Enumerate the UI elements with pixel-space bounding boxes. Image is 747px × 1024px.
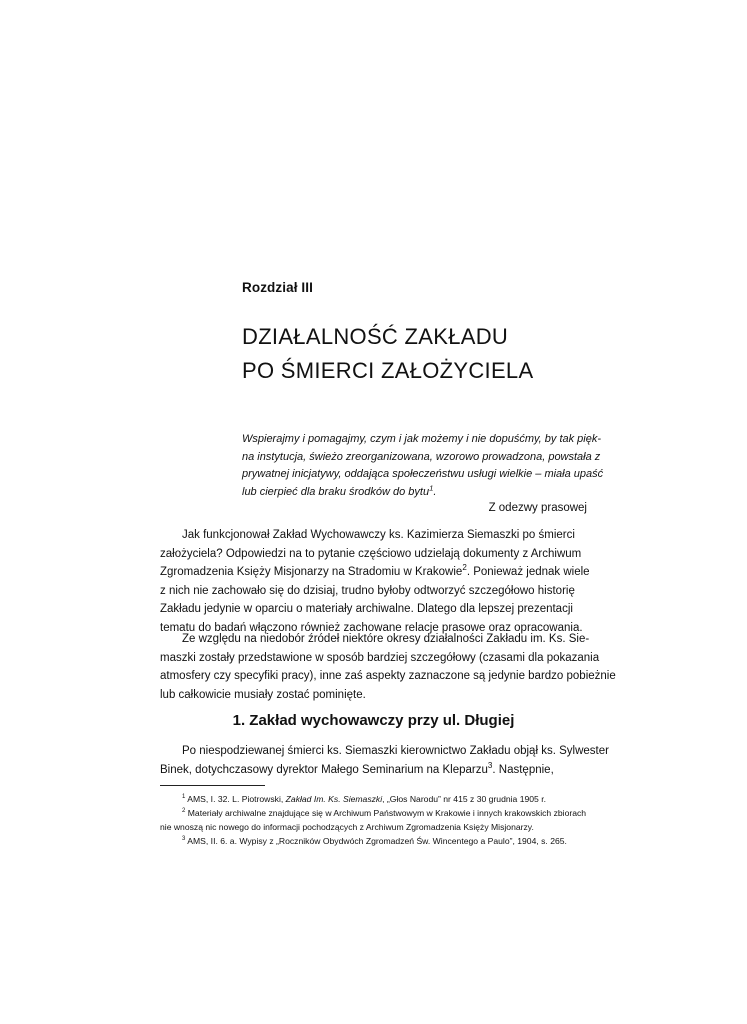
paragraph-3: [160, 742, 609, 779]
footnote-ref-2[interactable]: 2: [462, 563, 467, 573]
paragraph-line: Zakładu jedynie w oparciu o materiały archiwalne. Dlatego dla lepszej prezentacji: [160, 603, 573, 616]
paragraph-2: [160, 630, 616, 704]
footnote-text: , „Głos Narodu” nr 415 z 30 grudnia 1905 r.: [382, 794, 546, 804]
footnote-2-continued: nie wnoszą nic nowego do informacji pochodzących z Archiwum Zgromadzenia Księży Misjonarzy.: [160, 822, 534, 832]
paragraph-line-tail: . Następnie,: [492, 763, 554, 776]
paragraph-line: atmosfery czy specyfiki pracy), inne zaś aspekty zaznaczone są jedynie bardzo pobieżnie: [160, 670, 616, 683]
chapter-title-line-1: DZIAŁALNOŚĆ ZAKŁADU: [242, 324, 509, 349]
epigraph-line: na instytucja, świeżo zreorganizowana, wzorowo prowadzona, powstała z: [242, 450, 601, 463]
paragraph-line: maszki zostały przedstawione w sposób bardziej szczegółowy (czasami dla pokazania: [160, 651, 600, 664]
footnote-italic-title: Zakład Im. Ks. Siemaszki: [285, 794, 383, 804]
footnote-3: [160, 834, 587, 848]
chapter-title-line-2: PO ŚMIERCI ZAŁOŻYCIELA: [242, 358, 534, 383]
footnote-divider: [160, 785, 265, 786]
epigraph-line: Wspierajmy i pomagajmy, czym i jak możemy i nie dopuśćmy, by tak pięk-: [242, 433, 602, 445]
footnote-text: Materiały archiwalne znajdujące się w Archiwum Państwowym w Krakowie i innych krakowskich zbiorach: [187, 808, 587, 818]
footnote-number: 3: [182, 836, 186, 843]
chapter-label: Rozdział III: [242, 280, 313, 295]
epigraph-line-text: lub cierpieć dla braku środków do bytu: [242, 485, 430, 498]
epigraph-source: Z odezwy prasowej: [488, 502, 587, 514]
epigraph-line-last: lub cierpieć dla braku środków do bytu$^1$.: [242, 482, 437, 498]
paragraph-line: Ze względu na niedobór źródeł niektóre okresy działalności Zakładu im. Ks. Sie-: [182, 633, 590, 645]
footnote-ref-3[interactable]: 3: [487, 760, 493, 770]
epigraph: [242, 431, 604, 501]
footnote-1: [160, 792, 587, 806]
paragraph-line: [160, 761, 587, 780]
footnote-text: AMS, I. 32. L. Piotrowski,: [187, 794, 286, 804]
paragraph-1: [160, 526, 590, 638]
footnotes: [160, 792, 587, 848]
paragraph-line-text: Zgromadzenia Księży Misjonarzy na Stradomiu w Krakowie: [160, 566, 463, 579]
paragraph-line-tail: . Ponieważ jednak wiele: [466, 566, 590, 579]
paragraph-line: założyciela? Odpowiedzi na to pytanie częściowo udzielają dokumenty z Archiwum: [160, 547, 582, 560]
paragraph-line: lub całkowicie musiały zostać pominięte.: [160, 688, 366, 701]
paragraph-line: tematu do badań włączono również zachowane relacje prasowe oraz opracowania.: [160, 621, 583, 634]
footnote-number: 1: [182, 794, 186, 801]
footnote-ref-1[interactable]: 1: [429, 482, 434, 492]
paragraph-line: Po niespodziewanej śmierci ks. Siemaszki kierownictwo Zakładu objął ks. Sylwester: [182, 745, 609, 757]
footnote-number: 2: [182, 808, 186, 815]
paragraph-line-text: Binek, dotychczasowy dyrektor Małego Seminarium na Kleparzu: [160, 763, 488, 776]
footnote-2: [160, 806, 587, 820]
section-heading: 1. Zakład wychowawczy przy ul. Długiej: [232, 712, 515, 729]
paragraph-line: Jak funkcjonował Zakład Wychowawczy ks. Kazimierza Siemaszki po śmierci: [182, 529, 575, 541]
paragraph-line: z nich nie zachowało się do dzisiaj, trudno byłoby odtworzyć szczegółowo historię: [160, 584, 575, 597]
chapter-title: [242, 320, 533, 388]
paragraph-line: [160, 563, 590, 582]
footnote-text: AMS, II. 6. a. Wypisy z „Roczników Obydwóch Zgromadzeń Św. Wincentego a Paulo”, 1904, s. 265.: [187, 836, 567, 846]
epigraph-line: prywatnej inicjatywy, oddająca społeczeństwu usługi wielkie – miała upaść: [242, 468, 604, 480]
